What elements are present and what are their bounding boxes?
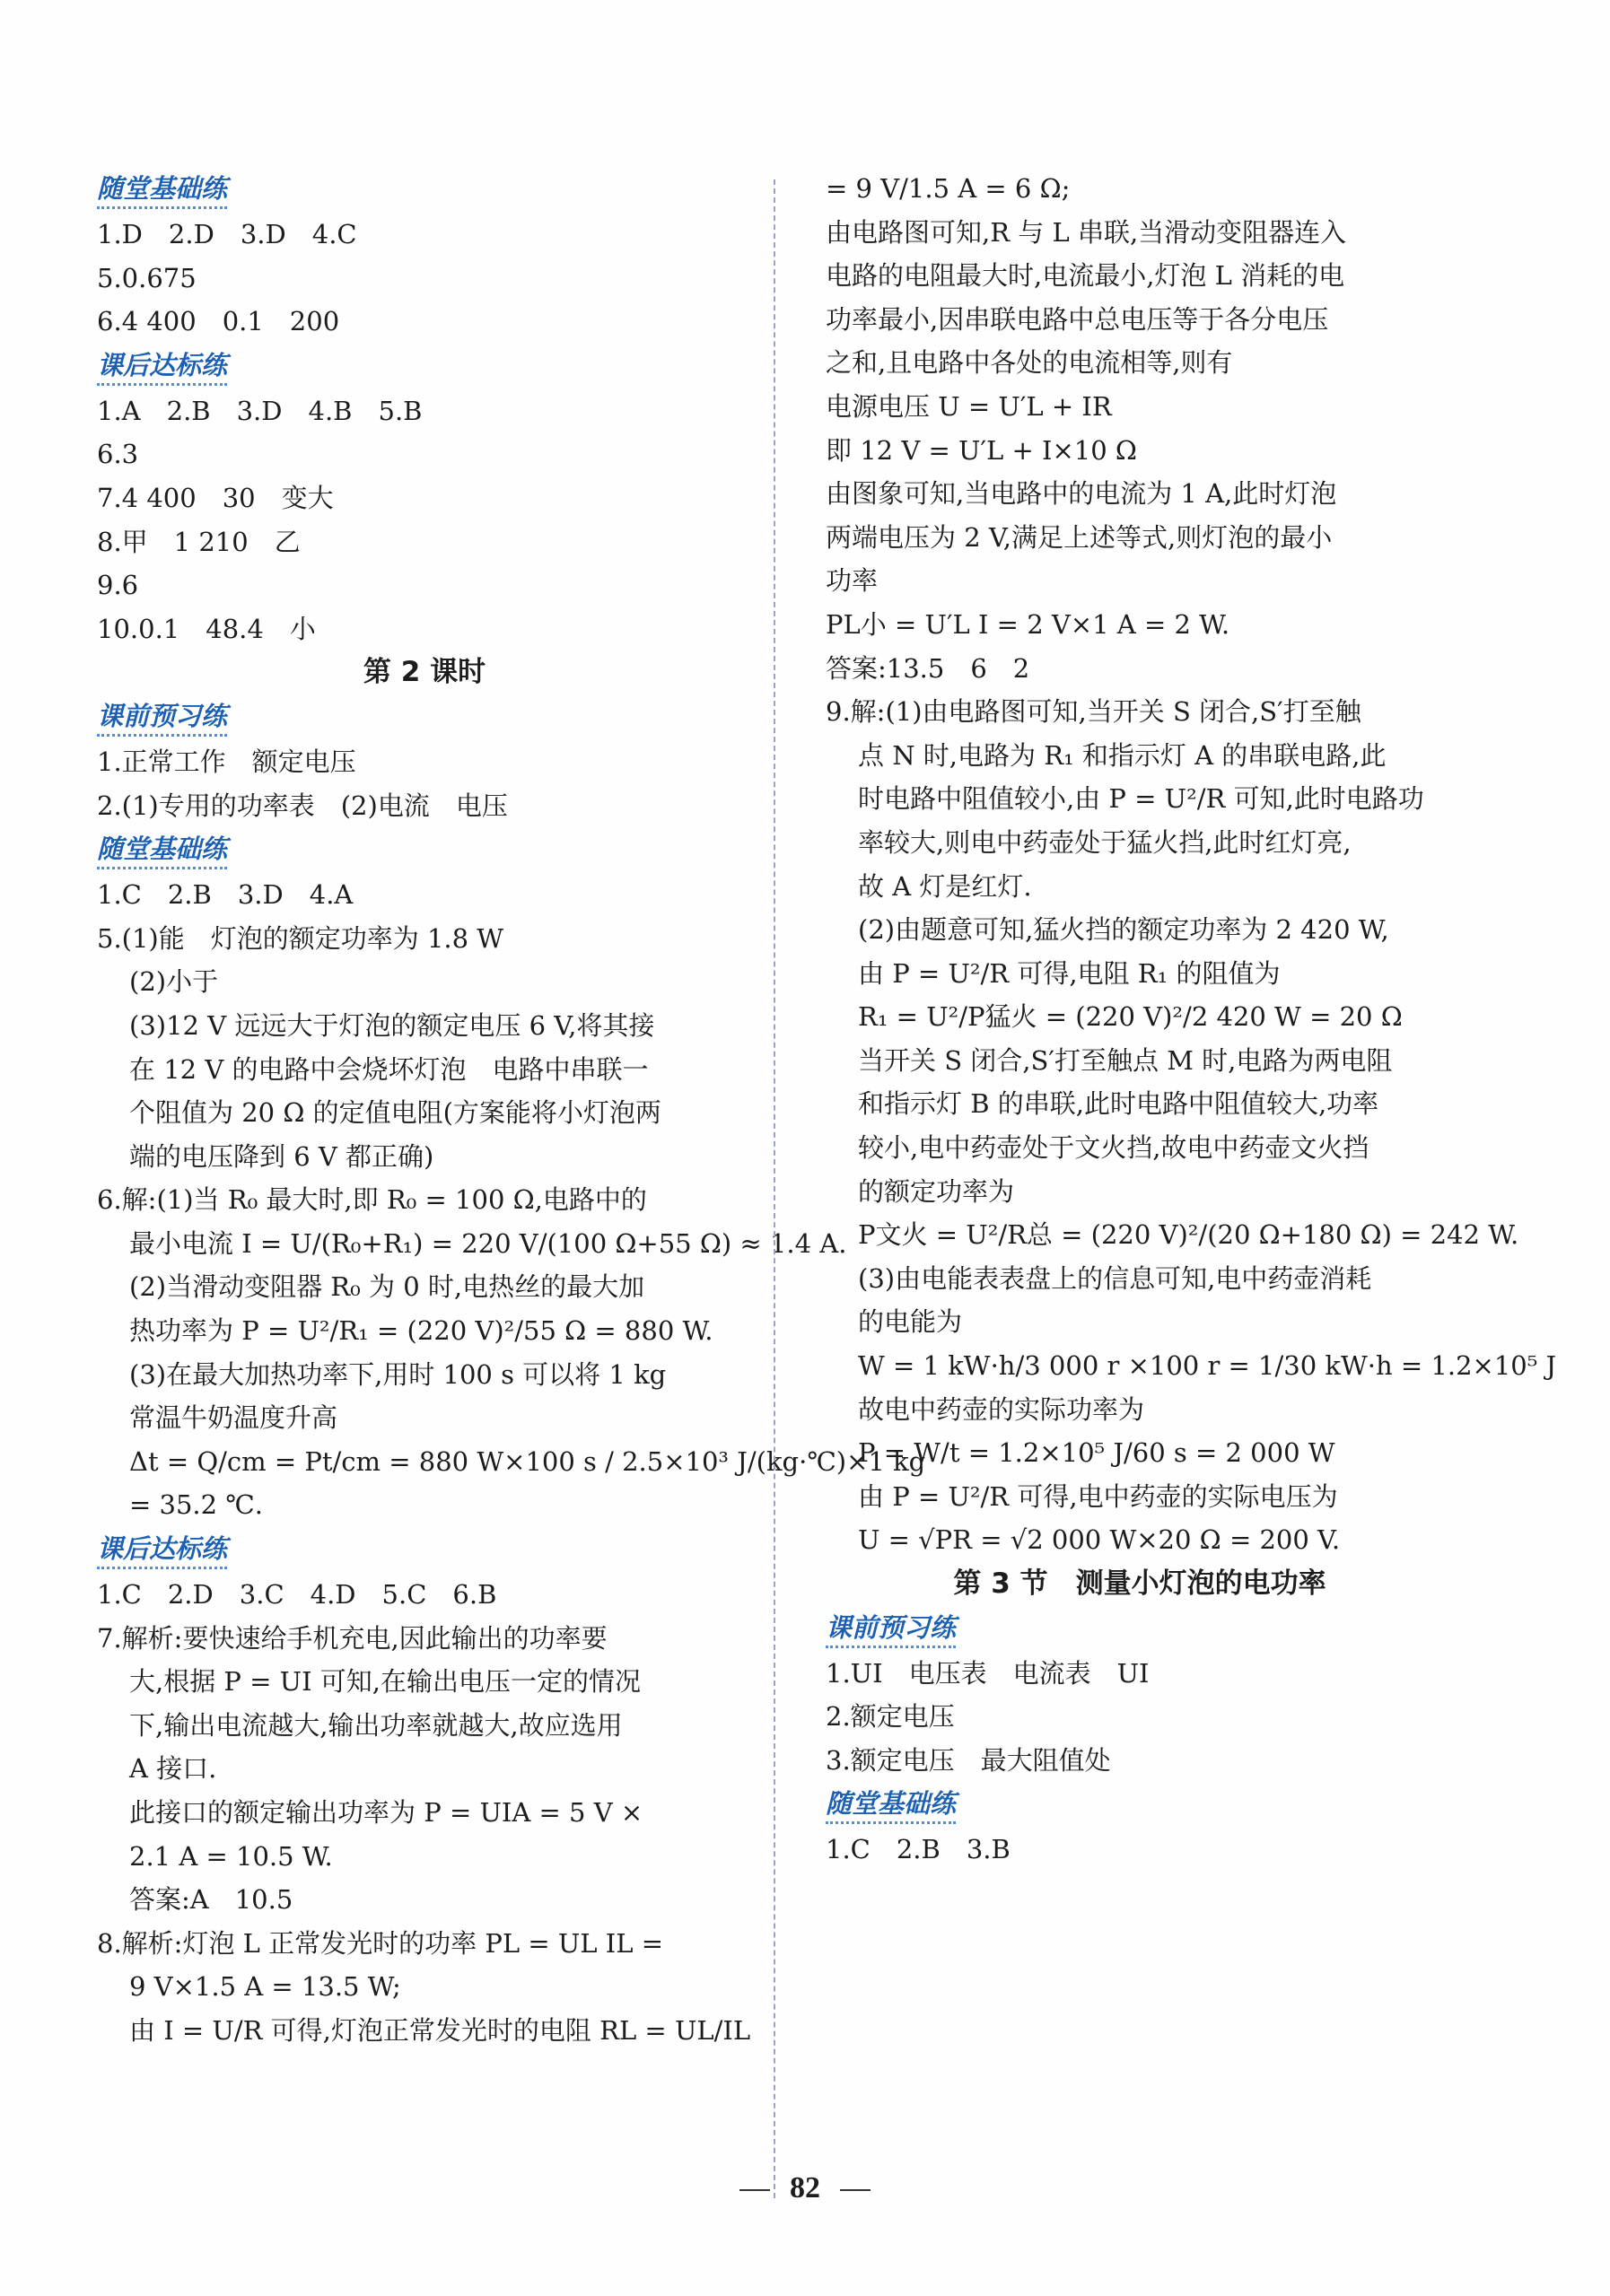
solution-line: 2.1 A = 10.5 W.	[129, 1840, 333, 1872]
answer-line: 1.C 2.D 3.C 4.D 5.C 6.B	[97, 1579, 497, 1611]
solution-line: 之和,且电路中各处的电流相等,则有	[826, 347, 1233, 379]
formula-line: 时电路中阻值较小,由 P = U²/R 可知,此时电路功	[858, 783, 1424, 815]
answer-line: 5.(1)能 灯泡的额定功率为 1.8 W	[97, 922, 504, 954]
formula-line: 由 P = U²/R 可得,电阻 R₁ 的阻值为	[858, 957, 1281, 989]
column-divider	[774, 179, 775, 2198]
section-title: 第 3 节 测量小灯泡的电功率	[953, 1567, 1326, 1600]
answer-line: 9.6	[97, 570, 139, 601]
formula-line: 即 12 V = U′L + I×10 Ω	[826, 434, 1137, 466]
answer-line: 1.A 2.B 3.D 4.B 5.B	[97, 395, 423, 426]
solution-line: 6.解:(1)当 R₀ 最大时,即 R₀ = 100 Ω,电路中的	[97, 1184, 647, 1216]
answer-line: 8.甲 1 210 乙	[97, 526, 301, 557]
solution-line: 较小,电中药壶处于文火挡,故电中药壶文火挡	[858, 1132, 1369, 1164]
formula-line: 电源电压 U = U′L + IR	[826, 390, 1112, 422]
answer-line: 10.0.1 48.4 小	[97, 613, 316, 644]
formula-line: P = W/t = 1.2×10⁵ J/60 s = 2 000 W	[858, 1437, 1335, 1469]
lesson-title: 第 2 课时	[363, 656, 486, 689]
section-heading: 课后达标练	[97, 1531, 227, 1569]
answer-line: 6.3	[97, 439, 139, 470]
solution-line: 点 N 时,电路为 R₁ 和指示灯 A 的串联电路,此	[858, 739, 1387, 771]
section-heading: 课前预习练	[826, 1610, 956, 1648]
formula-line: Δt = Q/cm = Pt/cm = 880 W×100 s / 2.5×10³ J/(kg·℃)×1 kg	[129, 1445, 926, 1477]
section-heading: 随堂基础练	[97, 170, 227, 209]
solution-line: 的电能为	[858, 1306, 963, 1338]
solution-line: 和指示灯 B 的串联,此时电路中阻值较大,功率	[858, 1088, 1379, 1120]
answer-line: 答案:13.5 6 2	[826, 652, 1030, 684]
solution-line: 下,输出电流越大,输出功率就越大,故应选用	[129, 1709, 623, 1741]
solution-line: 大,根据 P = UI 可知,在输出电压一定的情况	[129, 1666, 642, 1698]
answer-line: (2)小于	[129, 966, 219, 998]
solution-line: 7.解析:要快速给手机充电,因此输出的功率要	[97, 1622, 608, 1654]
solution-line: 8.解析:灯泡 L 正常发光时的功率 PL = UL IL =	[97, 1927, 664, 1959]
answer-line: 3.额定电压 最大阻值处	[826, 1744, 1111, 1776]
solution-line: 的额定功率为	[858, 1175, 1015, 1207]
solution-line: 由图象可知,当电路中的电流为 1 A,此时灯泡	[826, 478, 1337, 510]
solution-line: 电路的电阻最大时,电流最小,灯泡 L 消耗的电	[826, 260, 1345, 292]
section-heading: 课前预习练	[97, 698, 227, 737]
answer-line: 答案:A 10.5	[129, 1884, 293, 1916]
solution-line: 故 A 灯是红灯.	[858, 870, 1032, 902]
solution-line: 此接口的额定输出功率为 P = UIA = 5 V ×	[129, 1797, 643, 1828]
answer-line: 1.D 2.D 3.D 4.C	[97, 219, 357, 249]
solution-line: (3)在最大加热功率下,用时 100 s 可以将 1 kg	[129, 1358, 667, 1390]
formula-line: P文火 = U²/R总 = (220 V)²/(20 Ω+180 Ω) = 242 W.	[858, 1219, 1519, 1251]
solution-line: 常温牛奶温度升高	[129, 1402, 338, 1434]
section-heading: 课后达标练	[97, 347, 227, 386]
formula-line: 由 P = U²/R 可得,电中药壶的实际电压为	[858, 1480, 1338, 1512]
page-number: 82	[790, 2171, 820, 2204]
solution-line: (2)当滑动变阻器 R₀ 为 0 时,电热丝的最大加	[129, 1271, 645, 1303]
answer-line: 1.C 2.B 3.D 4.A	[97, 879, 354, 911]
solution-line: 9.解:(1)由电路图可知,当开关 S 闭合,S′打至触	[826, 696, 1361, 728]
answer-line: 1.UI 电压表 电流表 UI	[826, 1657, 1150, 1689]
solution-line: 当开关 S 闭合,S′打至触点 M 时,电路为两电阻	[858, 1044, 1393, 1076]
solution-line: 率较大,则电中药壶处于猛火挡,此时红灯亮,	[858, 826, 1352, 858]
formula-line: W = 1 kW·h/3 000 r ×100 r = 1/30 kW·h = 1.2×10⁵ J	[858, 1350, 1557, 1382]
formula-line: 由 I = U/R 可得,灯泡正常发光时的电阻 RL = UL/IL	[129, 2014, 751, 2046]
formula-line: PL小 = U′L I = 2 V×1 A = 2 W.	[826, 608, 1230, 640]
answer-line: 个阻值为 20 Ω 的定值电阻(方案能将小灯泡两	[129, 1097, 661, 1129]
solution-line: 由电路图可知,R 与 L 串联,当滑动变阻器连入	[826, 216, 1347, 248]
solution-line: A 接口.	[129, 1753, 217, 1785]
solution-line: (3)由电能表表盘上的信息可知,电中药壶消耗	[858, 1262, 1372, 1294]
answer-line: 2.额定电压	[826, 1701, 955, 1733]
answer-line: 2.(1)专用的功率表 (2)电流 电压	[97, 790, 508, 821]
section-heading: 随堂基础练	[97, 831, 227, 869]
solution-line: 两端电压为 2 V,满足上述等式,则灯泡的最小	[826, 521, 1333, 553]
answer-line: 6.4 400 0.1 200	[97, 306, 340, 337]
solution-line: 9 V×1.5 A = 13.5 W;	[129, 1971, 401, 2003]
answer-line: 7.4 400 30 变大	[97, 482, 334, 513]
formula-line: = 35.2 ℃.	[129, 1489, 263, 1521]
footer-dash-right	[840, 2189, 871, 2191]
answer-line: 端的电压降到 6 V 都正确)	[129, 1140, 434, 1172]
answer-line: 在 12 V 的电路中会烧坏灯泡 电路中串联一	[129, 1053, 649, 1085]
answer-line: 1.正常工作 额定电压	[97, 746, 356, 777]
answer-line: 5.0.675	[97, 262, 197, 293]
solution-line: 功率	[826, 565, 879, 597]
solution-line: (2)由题意可知,猛火挡的额定功率为 2 420 W,	[858, 914, 1389, 946]
section-heading: 随堂基础练	[826, 1785, 956, 1824]
formula-line: 最小电流 I = U/(R₀+R₁) = 220 V/(100 Ω+55 Ω) ≈ 1.4 A.	[129, 1227, 847, 1259]
formula-line: = 9 V/1.5 A = 6 Ω;	[826, 173, 1071, 204]
formula-line: U = √PR = √2 000 W×20 Ω = 200 V.	[858, 1524, 1341, 1556]
page-number-footer	[0, 2171, 1610, 2205]
right-column	[826, 167, 1557, 1872]
solution-line: 功率最小,因串联电路中总电压等于各分电压	[826, 303, 1329, 335]
answer-line: (3)12 V 远远大于灯泡的额定电压 6 V,将其接	[129, 1009, 655, 1041]
solution-line: 故电中药壶的实际功率为	[858, 1393, 1145, 1425]
answer-line: 1.C 2.B 3.B	[826, 1834, 1011, 1865]
footer-dash-left	[739, 2189, 770, 2191]
formula-line: R₁ = U²/P猛火 = (220 V)²/2 420 W = 20 Ω	[858, 1001, 1403, 1033]
formula-line: 热功率为 P = U²/R₁ = (220 V)²/55 Ω = 880 W.	[129, 1315, 713, 1347]
